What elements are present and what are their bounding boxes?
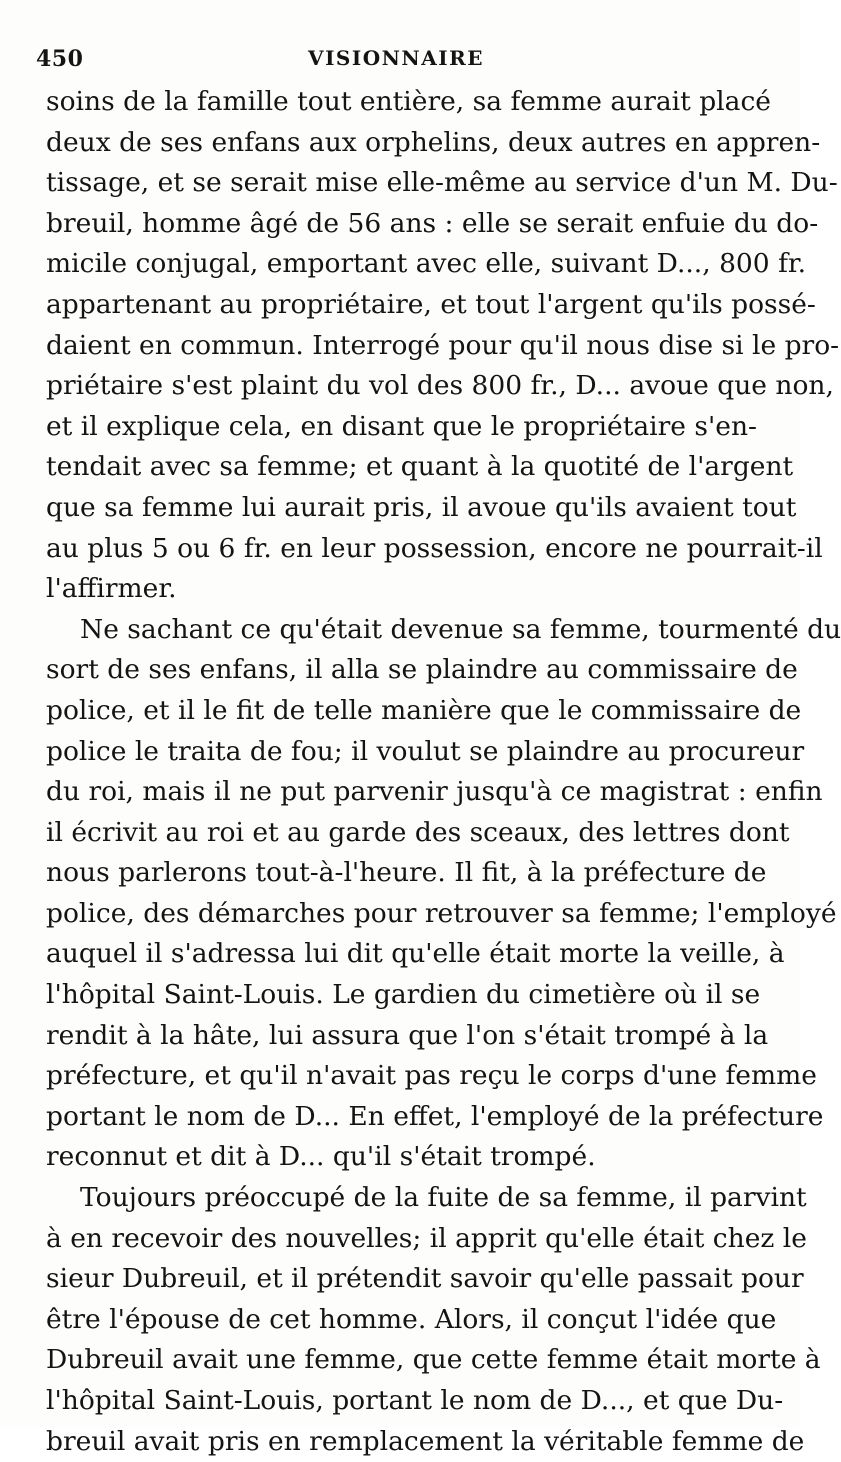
text-line: breuil avait pris en remplacement la véritable femme de xyxy=(46,1425,805,1457)
paragraph-first-line: Ne sachant ce qu'était devenue sa femme, tourmenté du xyxy=(80,613,841,645)
text-line: préfecture, et qu'il n'avait pas reçu le corps d'une femme xyxy=(46,1060,817,1092)
text-line: appartenant au propriétaire, et tout l'argent qu'ils possé- xyxy=(46,288,816,320)
text-line: daient en commun. Interrogé pour qu'il nous dise si le pro- xyxy=(46,329,840,361)
text-line: soins de la famille tout entière, sa femme aurait placé xyxy=(46,86,771,117)
page-header xyxy=(36,40,756,76)
body-text xyxy=(46,82,841,1462)
text-line: police le traita de fou; il voulut se plaindre au procureur xyxy=(46,735,805,767)
text-line: Dubreuil avait une femme, que cette femme était morte à xyxy=(46,1344,821,1376)
text-line: sort de ses enfans, il alla se plaindre au commissaire de xyxy=(46,654,798,686)
text-line: du roi, mais il ne put parvenir jusqu'à ce magistrat : enfin xyxy=(46,776,823,808)
text-line: à en recevoir des nouvelles; il apprit qu'elle était chez le xyxy=(46,1222,807,1254)
text-line: auquel il s'adressa lui dit qu'elle était morte la veille, à xyxy=(46,938,785,970)
text-line: il écrivit au roi et au garde des sceaux, des lettres dont xyxy=(46,816,790,848)
text-line: être l'épouse de cet homme. Alors, il conçut l'idée que xyxy=(46,1303,777,1335)
text-line: deux de ses enfans aux orphelins, deux autres en appren- xyxy=(46,126,821,158)
page-number: 450 xyxy=(36,46,84,72)
paragraph-first-line: Toujours préoccupé de la fuite de sa femme, il parvint xyxy=(80,1182,807,1214)
text-line: priétaire s'est plaint du vol des 800 fr., D... avoue que non, xyxy=(46,370,834,402)
text-line: tissage, et se serait mise elle-même au service d'un M. Du- xyxy=(46,167,838,199)
text-line: micile conjugal, emportant avec elle, suivant D..., 800 fr. xyxy=(46,248,807,280)
running-title: VISIONNAIRE xyxy=(308,46,484,70)
text-line: tendait avec sa femme; et quant à la quotité de l'argent xyxy=(46,451,794,483)
text-line: police, et il le fit de telle manière que le commissaire de xyxy=(46,694,802,726)
text-line: breuil, homme âgé de 56 ans : elle se serait enfuie du do- xyxy=(46,207,819,239)
text-line: au plus 5 ou 6 fr. en leur possession, encore ne pourrait-il xyxy=(46,532,823,564)
text-line: rendit à la hâte, lui assura que l'on s'était trompé à la xyxy=(46,1019,769,1051)
text-line: l'hôpital Saint-Louis, portant le nom de D..., et que Du- xyxy=(46,1385,784,1416)
text-line: reconnut et dit à D... qu'il s'était trompé. xyxy=(46,1141,596,1173)
text-line: l'affirmer. xyxy=(46,573,177,605)
text-line: et il explique cela, en disant que le propriétaire s'en- xyxy=(46,410,757,442)
text-line: nous parlerons tout-à-l'heure. Il fit, à la préfecture de xyxy=(46,857,767,889)
text-line: sieur Dubreuil, et il prétendit savoir qu'elle passait pour xyxy=(46,1263,804,1295)
text-line: que sa femme lui aurait pris, il avoue qu'ils avaient tout xyxy=(46,491,797,523)
text-line: police, des démarches pour retrouver sa femme; l'employé xyxy=(46,897,837,929)
text-line: l'hôpital Saint-Louis. Le gardien du cimetière où il se xyxy=(46,979,761,1011)
text-line: portant le nom de D... En effet, l'employé de la préfecture xyxy=(46,1100,824,1132)
